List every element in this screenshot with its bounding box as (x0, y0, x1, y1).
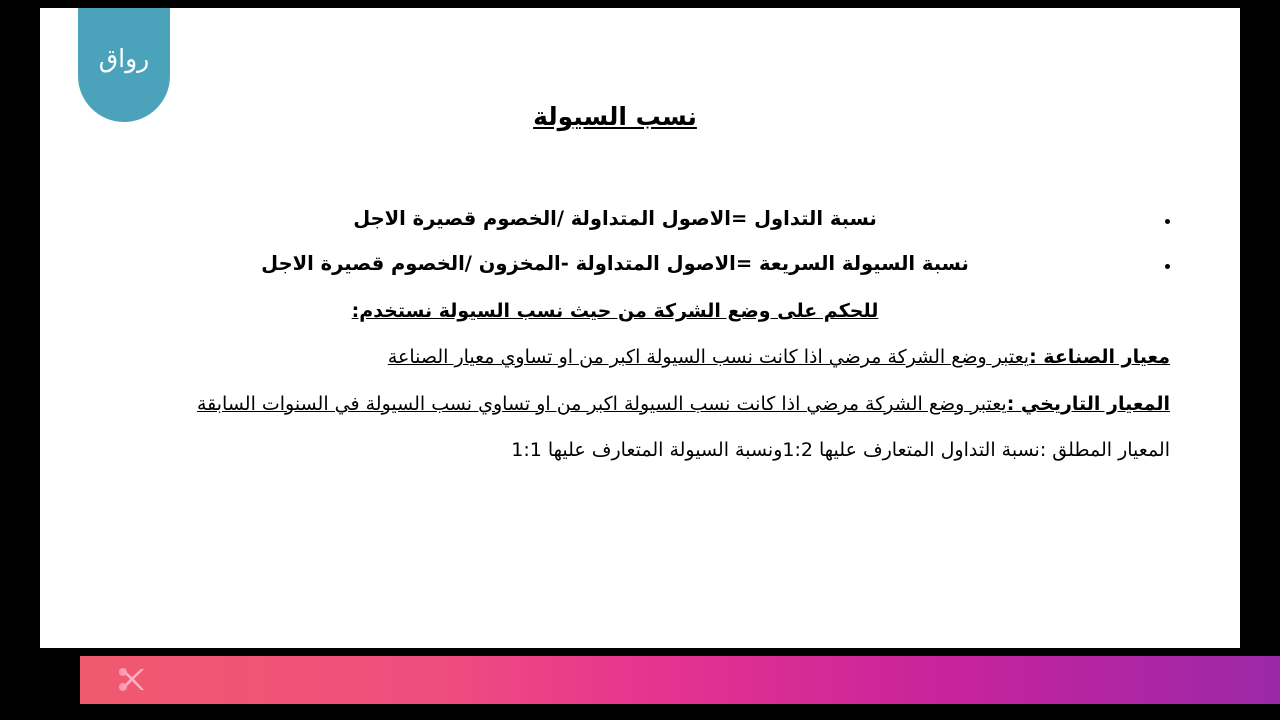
absolute-standard-text: المعيار المطلق :نسبة التداول المتعارف عليها 1:2ونسبة السيولة المتعارف عليها 1:1 (511, 439, 1170, 462)
historical-standard-paragraph (60, 390, 1170, 419)
slide-canvas (40, 8, 1240, 648)
industry-standard-text: يعتبر وضع الشركة مرضي اذا كانت نسب السيولة اكبر من او تساوي معيار الصناعة (387, 346, 1030, 369)
criteria-intro (60, 297, 1170, 326)
list-item-label: نسبة السيولة السريعة =الاصول المتداولة -المخزون /الخصوم قصيرة الاجل (261, 252, 969, 275)
footer-gradient-bar (80, 656, 1280, 704)
list-item-label: نسبة التداول =الاصول المتداولة /الخصوم قصيرة الاجل (353, 207, 877, 230)
industry-standard-label: معيار الصناعة : (1029, 346, 1170, 369)
list-item (60, 207, 1170, 230)
absolute-standard-paragraph (60, 436, 1170, 465)
historical-standard-text: يعتبر وضع الشركة مرضي اذا كانت نسب السيولة اكبر من او تساوي نسب السيولة في السنوات السابقة (196, 392, 1007, 415)
page-title: نسب السيولة (533, 102, 697, 131)
bullet-dot-icon (1165, 264, 1170, 269)
rawaq-logo-text: رواق (98, 43, 150, 73)
rawaq-logo-badge (78, 8, 170, 122)
criteria-intro-text: للحكم على وضع الشركة من حيث نسب السيولة نستخدم: (351, 300, 879, 322)
historical-standard-label: المعيار التاريخي : (1006, 392, 1170, 415)
formula-list (60, 207, 1170, 275)
bullet-dot-icon (1165, 219, 1170, 224)
slide-content (60, 78, 1170, 483)
capcut-logo-icon (116, 666, 146, 694)
industry-standard-paragraph (60, 343, 1170, 372)
list-item (60, 252, 1170, 275)
